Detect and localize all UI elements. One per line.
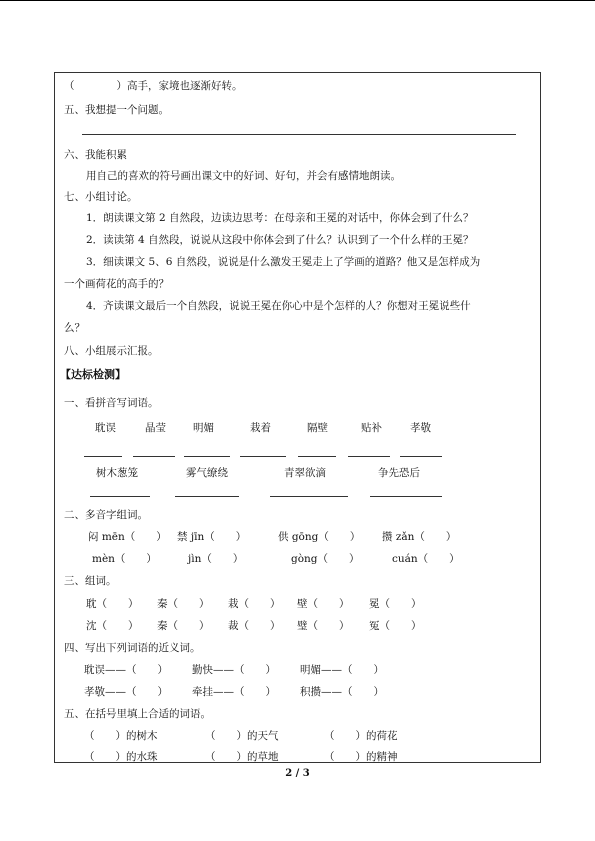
fill-phrase-item[interactable]: （ ）的荷花: [324, 730, 398, 742]
pinyin-word: 栽着: [250, 422, 271, 434]
answer-blank[interactable]: [270, 496, 348, 497]
section6-body: 用自己的喜欢的符号画出课文中的好词、好句，并会有感情地朗读。: [86, 170, 401, 182]
section5-title: 五、我想提一个问题。: [64, 104, 169, 116]
t4-title: 四、写出下列词语的近义词。: [64, 642, 201, 654]
fill-phrase-item[interactable]: （ ）的水珠: [84, 751, 158, 763]
section6-title: 六、我能积累: [64, 149, 127, 161]
fill-phrase-item[interactable]: （ ）的草地: [205, 751, 279, 763]
page-number: 2 / 3: [285, 768, 310, 779]
pinyin-word: 耽误: [95, 422, 116, 434]
synonym-item[interactable]: 牵挂——（ ）: [192, 686, 276, 698]
discussion-q3b: 一个画荷花的高手的？: [64, 278, 169, 290]
answer-blank[interactable]: [370, 496, 442, 497]
discussion-q4a: 4．齐读课文最后一个自然段，说说王冕在你心中是个怎样的人？你想对王冕说些什: [86, 300, 471, 312]
continued-line: （ ）高手，家境也逐渐好转。: [64, 80, 243, 92]
pinyin-word: 争先恐后: [378, 467, 420, 479]
polyphone-item[interactable]: mèn（ ）: [92, 553, 157, 565]
t1-title: 一、看拼音写词语。: [64, 397, 159, 409]
section7-title: 七、小组讨论。: [64, 191, 138, 203]
synonym-item[interactable]: 勤快——（ ）: [192, 664, 276, 676]
fill-phrase-item[interactable]: （ ）的精神: [324, 751, 398, 763]
answer-blank[interactable]: [133, 456, 175, 457]
polyphone-item[interactable]: gòng（ ）: [291, 553, 360, 565]
discussion-q1: 1．朗读课文第 2 自然段，边读边思考：在母亲和王冕的对话中，你体会到了什么？: [86, 212, 474, 224]
pinyin-word: 明媚: [193, 422, 214, 434]
synonym-item[interactable]: 积攒——（ ）: [300, 686, 384, 698]
synonym-item[interactable]: 孝敬——（ ）: [84, 686, 168, 698]
fill-phrase-item[interactable]: （ ）的树木: [84, 730, 158, 742]
answer-blank[interactable]: [298, 456, 336, 457]
pinyin-word: 贴补: [361, 422, 382, 434]
pinyin-word: 孝敬: [410, 422, 431, 434]
answer-blank[interactable]: [400, 456, 442, 457]
test-header: 【达标检测】: [60, 368, 126, 381]
word-group-item[interactable]: 秦（ ）: [157, 620, 210, 632]
word-group-item[interactable]: 沈（ ）: [86, 620, 139, 632]
pinyin-word: 晶莹: [145, 422, 166, 434]
pinyin-word: 隔壁: [307, 422, 328, 434]
polyphone-item[interactable]: cuán（ ）: [392, 553, 460, 565]
polyphone-item[interactable]: 攒 zǎn（ ）: [382, 531, 457, 543]
polyphone-item[interactable]: 闷 mēn（ ）: [88, 531, 167, 543]
word-group-item[interactable]: 裁（ ）: [228, 620, 281, 632]
word-group-item[interactable]: 秦（ ）: [157, 598, 210, 610]
question-answer-line[interactable]: [82, 134, 516, 135]
answer-blank[interactable]: [90, 496, 150, 497]
pinyin-word: 树木葱笼: [96, 467, 138, 479]
answer-blank[interactable]: [175, 496, 239, 497]
answer-blank[interactable]: [240, 456, 286, 457]
pinyin-word: 青翠欲滴: [284, 467, 326, 479]
word-group-item[interactable]: 耽（ ）: [86, 598, 139, 610]
word-group-item[interactable]: 壁（ ）: [297, 598, 350, 610]
t3-title: 三、组词。: [64, 575, 117, 587]
page-top-rule: [0, 0, 595, 1]
word-group-item[interactable]: 栽（ ）: [228, 598, 281, 610]
discussion-q2: 2．读读第 4 自然段，说说从这段中你体会到了什么？认识到了一个什么样的王冕？: [86, 234, 474, 246]
word-group-item[interactable]: 璧（ ）: [297, 620, 350, 632]
synonym-item[interactable]: 明媚——（ ）: [300, 664, 384, 676]
polyphone-item[interactable]: jìn（ ）: [188, 553, 244, 565]
discussion-q3a: 3．细读课文 5、6 自然段，说说是什么激发王冕走上了学画的道路？他又是怎样成为: [86, 256, 481, 268]
t5-title: 五、在括号里填上合适的词语。: [64, 708, 211, 720]
t2-title: 二、多音字组词。: [64, 509, 148, 521]
discussion-q4b: 么？: [64, 322, 85, 334]
word-group-item[interactable]: 冕（ ）: [369, 598, 422, 610]
fill-phrase-item[interactable]: （ ）的天气: [205, 730, 279, 742]
answer-blank[interactable]: [84, 456, 122, 457]
synonym-item[interactable]: 耽误——（ ）: [84, 664, 168, 676]
pinyin-word: 雾气缭绕: [186, 467, 228, 479]
answer-blank[interactable]: [184, 456, 230, 457]
answer-blank[interactable]: [348, 456, 390, 457]
word-group-item[interactable]: 冤（ ）: [369, 620, 422, 632]
polyphone-item[interactable]: 禁 jīn（ ）: [177, 531, 247, 543]
polyphone-item[interactable]: 供 gōng（ ）: [278, 531, 361, 543]
section8-title: 八、小组展示汇报。: [64, 345, 159, 357]
